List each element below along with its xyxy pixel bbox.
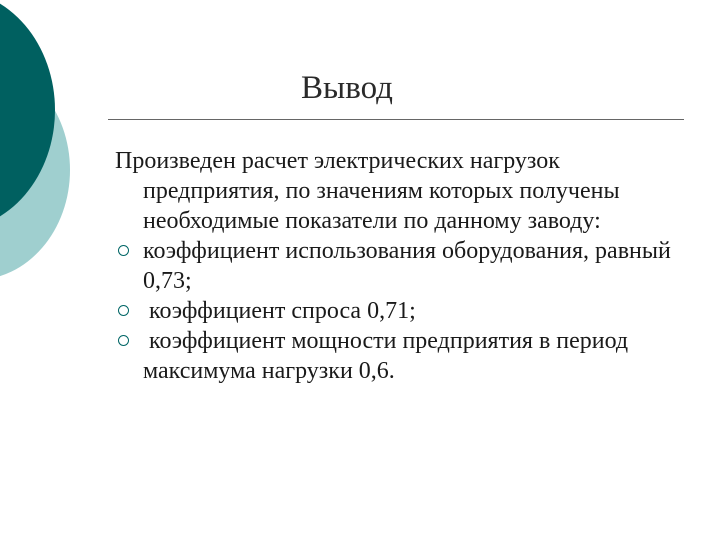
bullet-text: коэффициент спроса 0,71; [143, 298, 416, 324]
decorative-circles [0, 0, 110, 300]
title-divider [108, 119, 684, 120]
slide-title: Вывод [301, 70, 393, 106]
intro-paragraph: Произведен расчет электрических нагрузок предприятия, по значениям которых получены необходимые показатели по данному заводу: [115, 148, 620, 234]
bullet-list [115, 236, 685, 386]
list-item [115, 326, 685, 386]
list-item [115, 236, 685, 296]
bullet-text: коэффициент использования оборудования, равный 0,73; [143, 238, 671, 294]
hollow-circle-bullet-icon [118, 335, 129, 346]
hollow-circle-bullet-icon [118, 245, 129, 256]
slide-body [115, 146, 685, 386]
bullet-text: коэффициент мощности предприятия в период максимума нагрузки 0,6. [143, 328, 635, 384]
hollow-circle-bullet-icon [118, 305, 129, 316]
list-item [115, 296, 685, 326]
